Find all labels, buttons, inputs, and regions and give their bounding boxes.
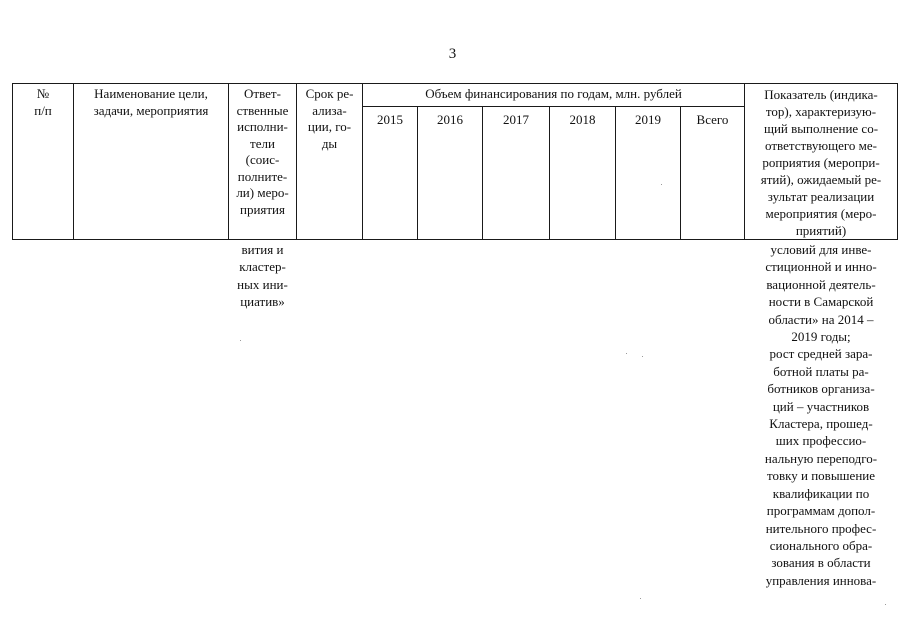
- header-term-line: Срок ре-: [305, 86, 354, 101]
- year-2017: 2017: [503, 112, 529, 127]
- header-indicator-line: роприятия (меропри-: [762, 155, 880, 170]
- indicator-continuation-line: управления иннова-: [765, 572, 877, 588]
- indicator-continuation-line: ших профессио-: [775, 433, 867, 449]
- scan-speck: [240, 340, 241, 341]
- header-term-line: ды: [321, 135, 338, 151]
- year-2015: 2015: [377, 112, 403, 127]
- header-responsible-line: приятия: [239, 201, 285, 217]
- scan-speck: [885, 604, 886, 605]
- header-indicator-line: ятий), ожидаемый ре-: [760, 172, 882, 187]
- indicator-continuation-line: квалификации по: [772, 485, 870, 501]
- indicator-continuation-line: 2019 годы;: [791, 329, 851, 345]
- indicator-continuation-line: рост средней зара-: [769, 346, 873, 362]
- indicator-continuation-line: нальную переподго-: [764, 450, 878, 466]
- column-divider: [362, 83, 363, 240]
- header-responsible-line: тели: [250, 135, 275, 151]
- header-number-column: [13, 86, 73, 119]
- header-name-column: [74, 86, 228, 119]
- header-responsible-line: ственные: [236, 102, 289, 118]
- scan-speck: [642, 356, 643, 357]
- header-responsible-line: (соис-: [245, 152, 280, 167]
- indicator-continuation-line: области» на 2014 –: [768, 311, 874, 327]
- header-financing-title: Объем финансирования по годам, млн. рублей: [425, 86, 682, 101]
- header-number-line: №: [36, 86, 50, 101]
- indicator-continuation-line: ности в Самарской: [768, 294, 874, 310]
- indicator-continuation-line: ботников организа-: [767, 381, 875, 397]
- indicator-continuation-line: условий для инве-: [770, 242, 872, 257]
- indicator-continuation-line: стиционной и инно-: [765, 259, 877, 275]
- responsible-continuation-line: циатив»: [240, 294, 285, 310]
- header-indicator-column: [745, 86, 897, 239]
- header-indicator-line: тор), характеризую-: [765, 104, 877, 119]
- header-responsible-line: ли) меро-: [236, 185, 289, 200]
- years-row-top-border: [362, 106, 744, 107]
- responsible-continuation-line: кластер-: [239, 259, 286, 275]
- header-responsible-line: Ответ-: [244, 86, 281, 101]
- table-header-bottom-border: [12, 239, 898, 240]
- indicator-continuation-line: сионального обра-: [769, 537, 873, 553]
- header-number-line: п/п: [34, 102, 52, 118]
- header-indicator-line: приятий): [795, 223, 847, 238]
- scan-speck: [640, 598, 641, 599]
- indicator-continuation-line: вационной деятель-: [766, 276, 876, 292]
- header-indicator-line: мероприятия (меро-: [765, 206, 877, 221]
- year-2016: 2016: [437, 112, 463, 127]
- year-2018: 2018: [569, 112, 596, 127]
- header-responsible-column: [229, 86, 296, 218]
- header-indicator-line: щий выполнение со-: [763, 121, 879, 136]
- header-term-column: [297, 86, 362, 152]
- header-term-line: ализа-: [312, 102, 347, 118]
- indicator-continuation-line: ботной платы ра-: [773, 363, 869, 379]
- indicator-continuation-line: ций – участников: [772, 398, 870, 414]
- table-right-border: [897, 83, 898, 240]
- header-name-line: задачи, мероприятия: [93, 102, 209, 118]
- scan-speck: [626, 353, 627, 354]
- indicator-continuation-line: нительного профес-: [765, 520, 877, 536]
- year-2019: 2019: [635, 112, 661, 127]
- indicator-continuation-line: программам допол-: [766, 503, 876, 519]
- indicator-continuation-line: зования в области: [771, 555, 871, 571]
- indicator-continuation-line: Кластера, прошед-: [769, 416, 873, 432]
- header-responsible-line: полните-: [237, 168, 288, 184]
- header-indicator-line: Показатель (индика-: [764, 87, 878, 102]
- header-term-line: ции, го-: [307, 119, 352, 134]
- indicator-continuation: [745, 241, 897, 589]
- header-name-line: Наименование цели,: [94, 86, 208, 101]
- header-indicator-line: зультат реализации: [767, 189, 875, 204]
- header-responsible-line: исполни-: [237, 119, 288, 134]
- responsible-continuation: [229, 241, 296, 311]
- scan-speck: [661, 184, 662, 185]
- responsible-continuation-line: вития и: [241, 242, 284, 257]
- page-number: 3: [448, 46, 457, 62]
- year-total: Всего: [696, 112, 729, 127]
- indicator-continuation-line: товку и повышение: [766, 468, 876, 484]
- responsible-continuation-line: ных ини-: [237, 276, 288, 292]
- header-indicator-line: ответствующего ме-: [765, 138, 877, 153]
- table-top-border: [12, 83, 898, 84]
